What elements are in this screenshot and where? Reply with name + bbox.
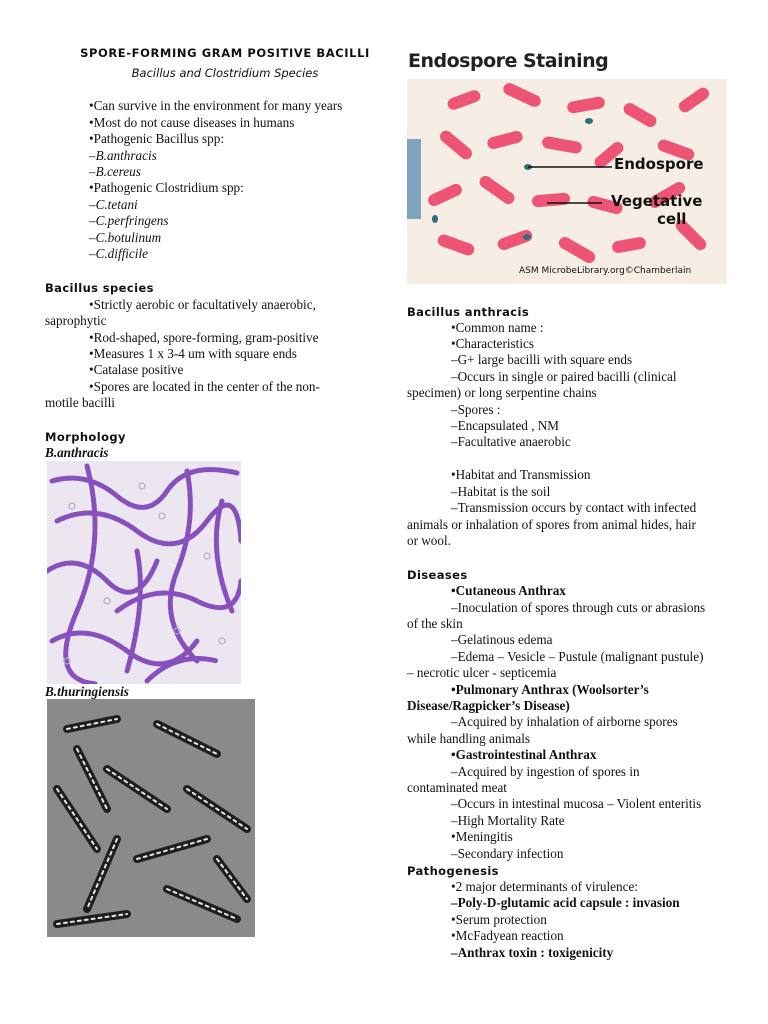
vegetative-label: Vegetative	[611, 192, 703, 210]
anthracis-line: •Characteristics	[451, 336, 534, 351]
image-label-anthracis: B.anthracis	[45, 445, 109, 460]
bacillus-line: saprophytic	[45, 313, 107, 328]
endospore-staining-figure	[407, 42, 727, 284]
bacillus-line: motile bacilli	[45, 395, 115, 410]
habitat-line: –Transmission occurs by contact with infected	[451, 500, 697, 515]
document-title: SPORE-FORMING GRAM POSITIVE BACILLI	[80, 46, 370, 60]
habitat-line: –Habitat is the soil	[451, 484, 551, 499]
intro-line: •Pathogenic Clostridium spp:	[89, 180, 244, 195]
section-heading-bacillus-species: Bacillus species	[45, 281, 154, 295]
bacillus-line: •Measures 1 x 3-4 um with square ends	[89, 346, 297, 361]
endospore-label: Endospore	[614, 155, 704, 173]
habitat-line: animals or inhalation of spores from animal hides, hair	[407, 517, 696, 532]
pathogenesis-line: –Poly-D-glutamic acid capsule : invasion	[451, 895, 680, 910]
intro-line: –B.cereus	[89, 164, 141, 179]
intro-line: •Can survive in the environment for many years	[89, 98, 343, 113]
intro-line: –C.botulinum	[89, 230, 162, 245]
bacillus-line: •Catalase positive	[89, 362, 184, 377]
intro-line: –B.anthracis	[89, 148, 157, 163]
endospore-figure-title: Endospore Staining	[408, 50, 609, 72]
disease-line: while handling animals	[407, 731, 531, 746]
pathogenesis-line: •2 major determinants of virulence:	[451, 879, 638, 894]
anthracis-line: –G+ large bacilli with square ends	[451, 352, 633, 367]
disease-line: –Inoculation of spores through cuts or abrasions	[451, 600, 706, 615]
disease-pulmonary: •Pulmonary Anthrax (Woolsorter’s	[451, 682, 649, 697]
anthracis-line: –Occurs in single or paired bacilli (clinical	[451, 369, 677, 384]
intro-line: –C.difficile	[89, 246, 148, 261]
anthracis-line: –Facultative anaerobic	[451, 434, 571, 449]
disease-line: –Acquired by ingestion of spores in	[451, 764, 640, 779]
anthracis-line: –Encapsulated , NM	[451, 418, 560, 433]
bacillus-line: •Rod-shaped, spore-forming, gram-positive	[89, 330, 319, 345]
disease-gastrointestinal: •Gastrointestinal Anthrax	[451, 747, 597, 762]
habitat-line: or wool.	[407, 533, 451, 548]
section-heading-diseases: Diseases	[407, 568, 468, 582]
disease-line: –Occurs in intestinal mucosa – Violent enteritis	[451, 796, 702, 811]
intro-line: –C.tetani	[89, 197, 138, 212]
thuringiensis-micrograph	[47, 699, 255, 937]
intro-line: •Pathogenic Bacillus spp:	[89, 131, 225, 146]
anthracis-line: specimen) or long serpentine chains	[407, 385, 597, 400]
habitat-line: •Habitat and Transmission	[451, 467, 591, 482]
section-heading-morphology: Morphology	[45, 430, 126, 444]
section-heading-pathogenesis: Pathogenesis	[407, 864, 499, 878]
disease-line: – necrotic ulcer - septicemia	[407, 665, 557, 680]
pathogenesis-line: –Anthrax toxin : toxigenicity	[451, 945, 614, 960]
disease-line: –Secondary infection	[451, 846, 564, 861]
disease-line: –Edema – Vesicle – Pustule (malignant pustule)	[451, 649, 704, 664]
figure-credit: ASM MicrobeLibrary.org©Chamberlain	[519, 266, 692, 276]
anthracis-line: –Spores :	[451, 402, 501, 417]
disease-line: –Gelatinous edema	[451, 632, 553, 647]
document-subtitle: Bacillus and Clostridium Species	[131, 66, 319, 80]
anthracis-micrograph	[47, 461, 241, 684]
intro-line: –C.perfringens	[89, 213, 169, 228]
bacillus-line: •Strictly aerobic or facultatively anaerobic,	[89, 297, 316, 312]
disease-line: –High Mortality Rate	[451, 813, 565, 828]
vegetative-cell-label: cell	[657, 210, 687, 228]
image-label-thuringiensis: B.thuringiensis	[45, 684, 129, 699]
disease-line: •Meningitis	[451, 829, 513, 844]
anthracis-line: •Common name :	[451, 320, 544, 335]
intro-line: •Most do not cause diseases in humans	[89, 115, 295, 130]
disease-cutaneous: •Cutaneous Anthrax	[451, 583, 566, 598]
disease-line: of the skin	[407, 616, 463, 631]
pathogenesis-line: •Serum protection	[451, 912, 547, 927]
disease-line: contaminated meat	[407, 780, 507, 795]
disease-line: –Acquired by inhalation of airborne spores	[451, 714, 678, 729]
pathogenesis-line: •McFadyean reaction	[451, 928, 564, 943]
disease-pulmonary-cont: Disease/Ragpicker’s Disease)	[407, 698, 570, 713]
endospore-photo	[407, 79, 727, 284]
section-heading-bacillus-anthracis: Bacillus anthracis	[407, 305, 530, 319]
bacillus-line: •Spores are located in the center of the non-	[89, 379, 320, 394]
